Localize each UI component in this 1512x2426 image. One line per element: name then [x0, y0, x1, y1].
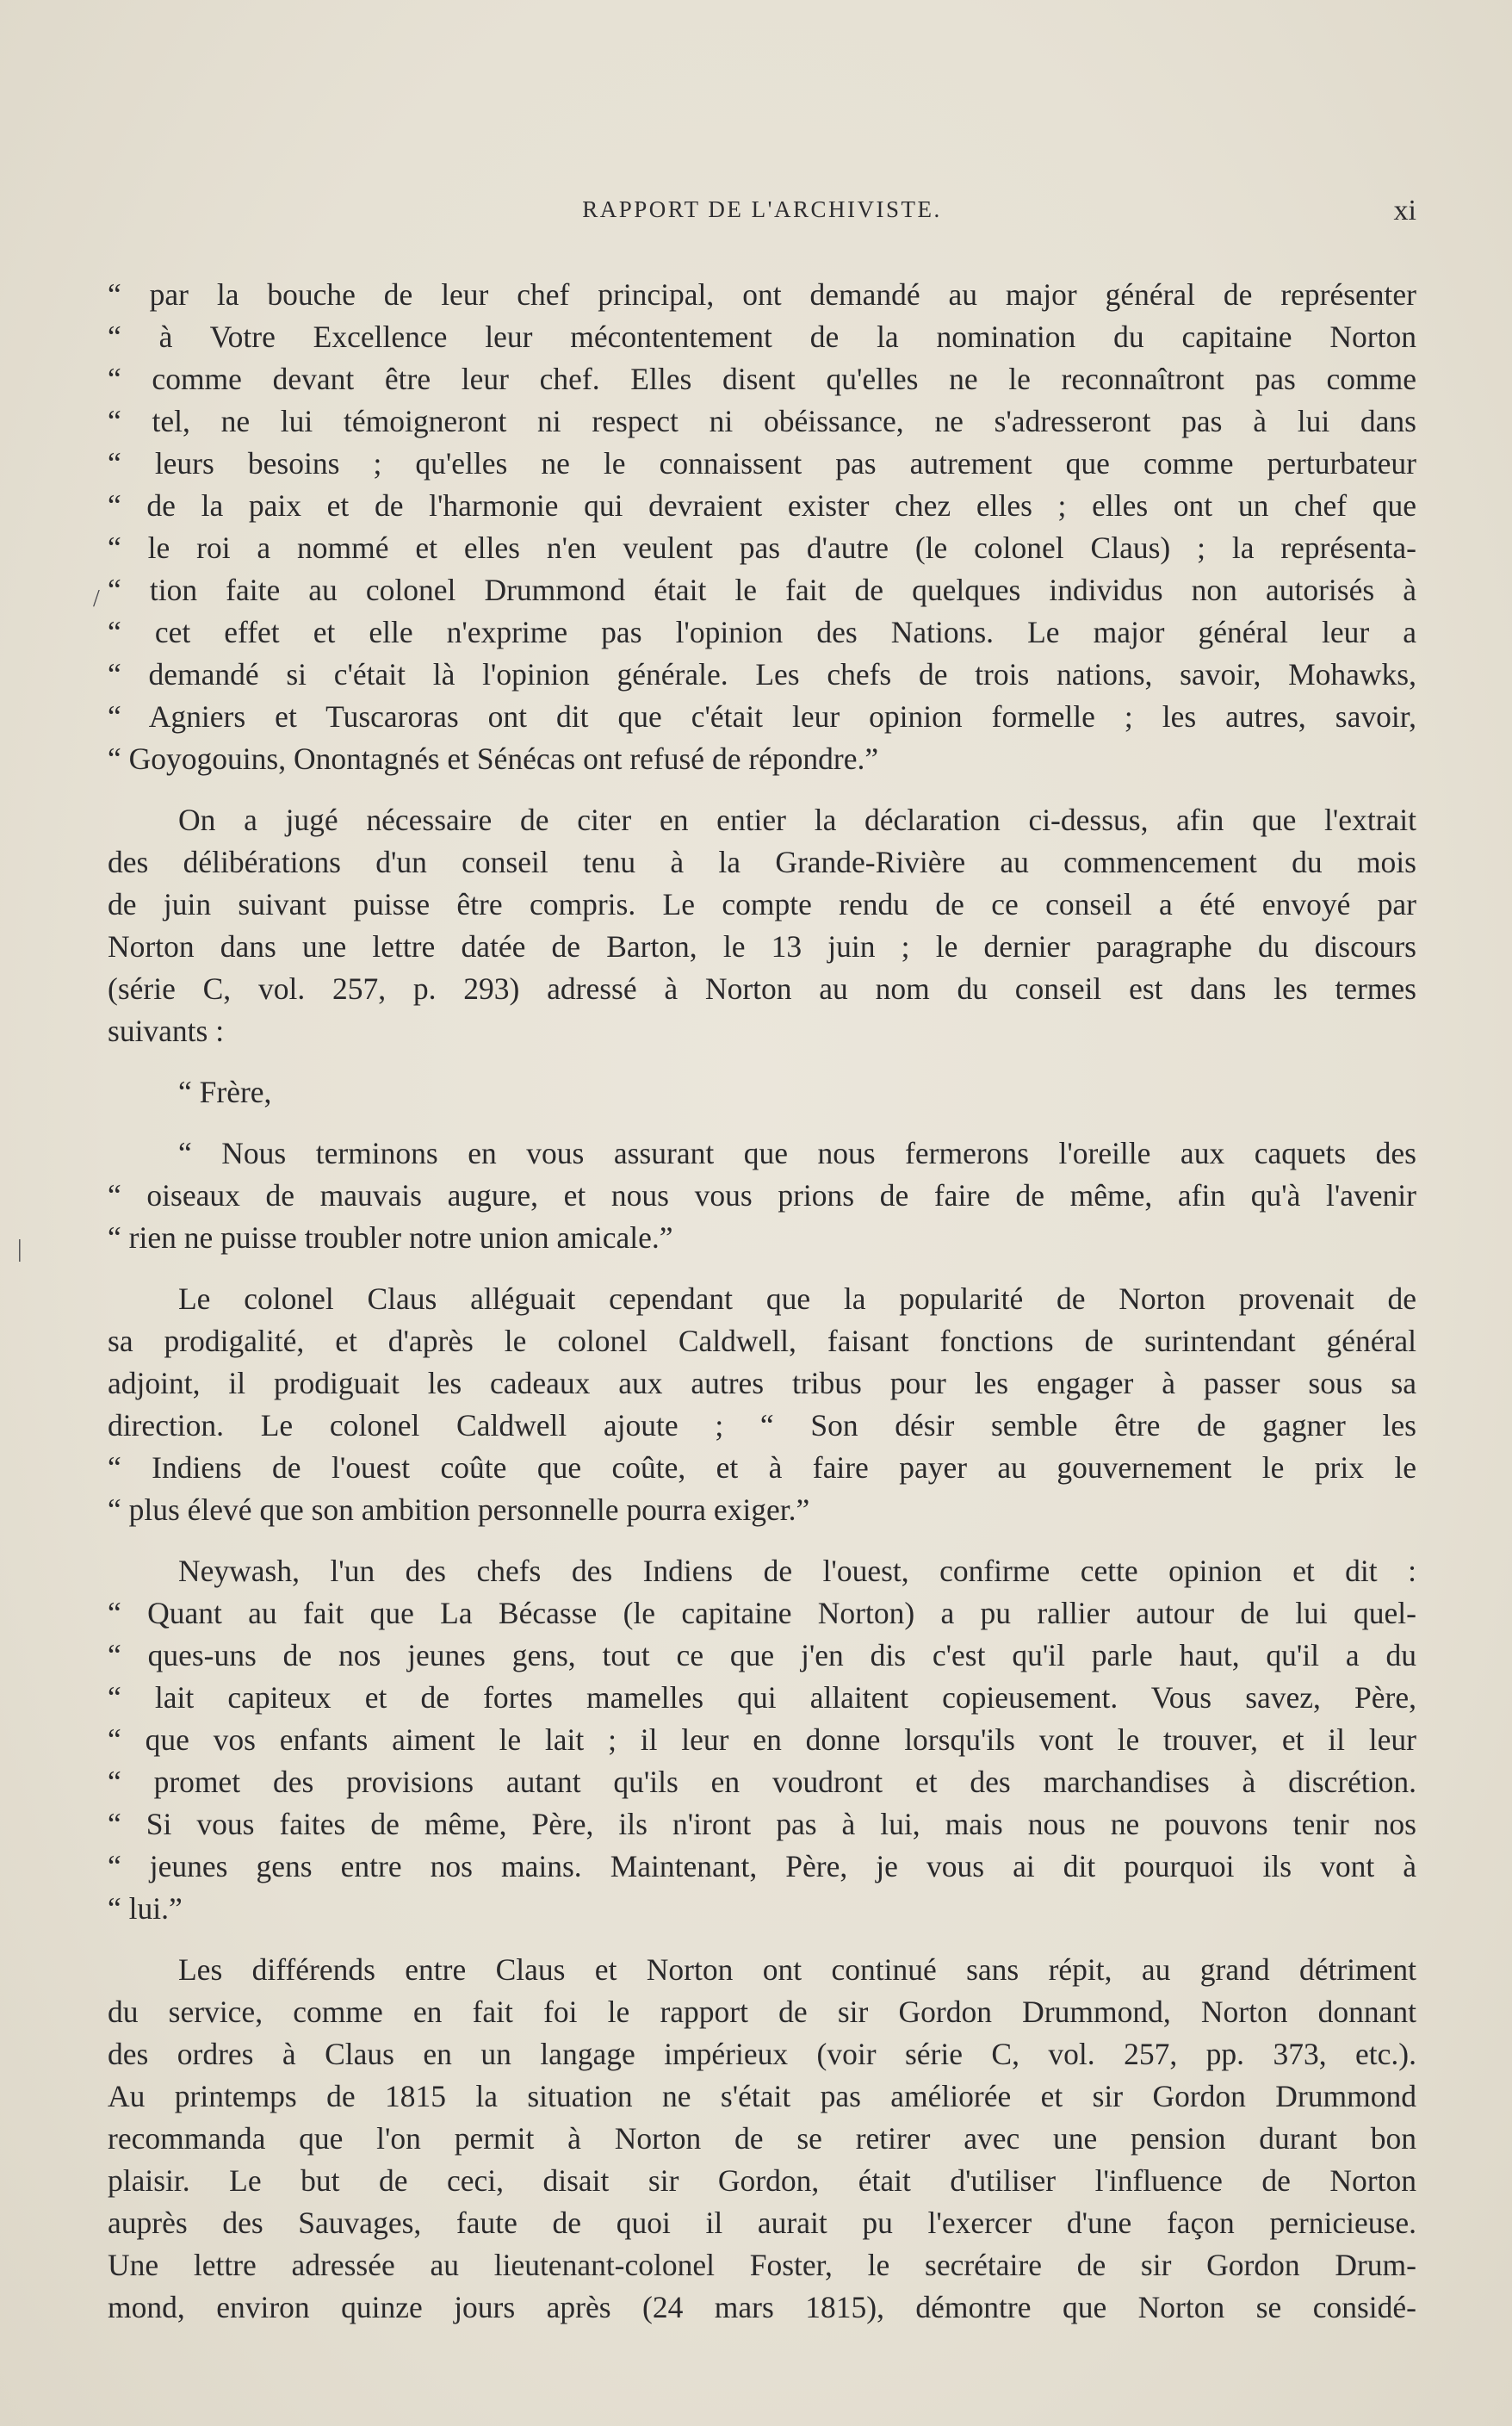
- paragraph: [108, 799, 1416, 1052]
- text-line: “ demandé si c'était là l'opinion générale. Les chefs de trois nations, savoir, Mohawks,: [108, 657, 1416, 692]
- page-number: xi: [1393, 195, 1416, 226]
- text-line: Une lettre adressée au lieutenant-colonel Foster, le secrétaire de sir Gordon Drum-: [108, 2248, 1416, 2282]
- text-line: auprès des Sauvages, faute de quoi il aurait pu l'exercer d'une façon pernicieuse.: [108, 2206, 1416, 2240]
- text-line: “ lait capiteux et de fortes mamelles qui allaitent copieusement. Vous savez, Père,: [108, 1680, 1416, 1715]
- text-line: mond, environ quinze jours après (24 mars 1815), démontre que Norton se considé-: [108, 2290, 1416, 2324]
- paragraph: [108, 1278, 1416, 1531]
- text-line: “ Indiens de l'ouest coûte que coûte, et à faire payer au gouvernement le prix le: [108, 1450, 1416, 1485]
- text-line: “ comme devant être leur chef. Elles disent qu'elles ne le reconnaîtront pas comme: [108, 362, 1416, 396]
- text-line: “ Frère,: [178, 1075, 272, 1109]
- text-line: “ à Votre Excellence leur mécontentement de la nomination du capitaine Norton: [108, 320, 1416, 354]
- text-line: Au printemps de 1815 la situation ne s'était pas améliorée et sir Gordon Drummond: [108, 2079, 1416, 2113]
- text-line: des ordres à Claus en un langage impérieux (voir série C, vol. 257, pp. 373, etc.).: [108, 2037, 1416, 2071]
- paragraph: [108, 1550, 1416, 1930]
- text-line: recommanda que l'on permit à Norton de se retirer avec une pension durant bon: [108, 2121, 1416, 2156]
- text-line: “ que vos enfants aiment le lait ; il leur en donne lorsqu'ils vont le trouver, et il leur: [108, 1722, 1416, 1757]
- body-text: [108, 274, 1416, 2329]
- text-line: “ cet effet et elle n'exprime pas l'opinion des Nations. Le major général leur a: [108, 615, 1416, 649]
- text-line: plaisir. Le but de ceci, disait sir Gordon, était d'utiliser l'influence de Norton: [108, 2163, 1416, 2198]
- paragraph: [108, 1132, 1416, 1259]
- text-line: “ Si vous faites de même, Père, ils n'iront pas à lui, mais nous ne pouvons tenir nos: [108, 1807, 1416, 1841]
- text-line: “ Goyogouins, Onontagnés et Sénécas ont refusé de répondre.”: [108, 741, 879, 776]
- text-line: “ de la paix et de l'harmonie qui devraient exister chez elles ; elles ont un chef que: [108, 488, 1416, 523]
- text-line: de juin suivant puisse être compris. Le compte rendu de ce conseil a été envoyé par: [108, 887, 1416, 921]
- running-header: [108, 196, 1416, 236]
- text-line: “ Quant au fait que La Bécasse (le capitaine Norton) a pu rallier autour de lui quel-: [108, 1596, 1416, 1630]
- text-line: suivants :: [108, 1014, 225, 1048]
- text-line: “ jeunes gens entre nos mains. Maintenant, Père, je vous ai dit pourquoi ils vont à: [108, 1849, 1416, 1883]
- text-line: “ plus élevé que son ambition personnelle pourra exiger.”: [108, 1492, 810, 1527]
- text-line: sa prodigalité, et d'après le colonel Caldwell, faisant fonctions de surintendant général: [108, 1324, 1416, 1358]
- text-line: du service, comme en fait foi le rapport de sir Gordon Drummond, Norton donnant: [108, 1995, 1416, 2029]
- margin-mark: /: [93, 586, 100, 612]
- text-line: des délibérations d'un conseil tenu à la Grande-Rivière au commencement du mois: [108, 845, 1416, 879]
- text-line: (série C, vol. 257, p. 293) adressé à Norton au nom du conseil est dans les termes: [108, 971, 1416, 1006]
- text-line: “ le roi a nommé et elles n'en veulent pas d'autre (le colonel Claus) ; la représenta-: [108, 530, 1416, 565]
- text-line: “ rien ne puisse troubler notre union amicale.”: [108, 1220, 673, 1255]
- text-line: “ promet des provisions autant qu'ils en voudront et des marchandises à discrétion.: [108, 1765, 1416, 1799]
- text-line: “ ques-uns de nos jeunes gens, tout ce que j'en dis c'est qu'il parle haut, qu'il a du: [108, 1638, 1416, 1672]
- text-line: “ Nous terminons en vous assurant que nous fermerons l'oreille aux caquets des: [178, 1136, 1416, 1170]
- text-line: “ tel, ne lui témoigneront ni respect ni obéissance, ne s'adresseront pas à lui dans: [108, 404, 1416, 438]
- text-line: On a jugé nécessaire de citer en entier la déclaration ci-dessus, afin que l'extrait: [178, 803, 1416, 837]
- text-line: “ oiseaux de mauvais augure, et nous vous prions de faire de même, afin qu'à l'avenir: [108, 1178, 1416, 1213]
- text-line: adjoint, il prodiguait les cadeaux aux autres tribus pour les engager à passer sous sa: [108, 1366, 1416, 1400]
- text-line: Norton dans une lettre datée de Barton, le 13 juin ; le dernier paragraphe du discours: [108, 929, 1416, 964]
- paragraph: [108, 274, 1416, 780]
- text-line: “ par la bouche de leur chef principal, ont demandé au major général de représenter: [108, 277, 1416, 312]
- text-line: Le colonel Claus alléguait cependant que la popularité de Norton provenait de: [178, 1281, 1416, 1316]
- text-line: “ Agniers et Tuscaroras ont dit que c'était leur opinion formelle ; les autres, savoir,: [108, 699, 1416, 734]
- running-title: RAPPORT DE L'ARCHIVISTE.: [582, 196, 942, 222]
- text-line: “ lui.”: [108, 1891, 183, 1926]
- text-line: “ tion faite au colonel Drummond était le fait de quelques individus non autorisés à: [108, 573, 1416, 607]
- text-line: Neywash, l'un des chefs des Indiens de l'ouest, confirme cette opinion et dit :: [178, 1554, 1416, 1588]
- text-line: direction. Le colonel Caldwell ajoute ; “ Son désir semble être de gagner les: [108, 1408, 1416, 1443]
- text-line: “ leurs besoins ; qu'elles ne le connaissent pas autrement que comme perturbateur: [108, 446, 1416, 481]
- margin-mark: |: [17, 1236, 22, 1263]
- paragraph: [108, 1949, 1416, 2329]
- text-line: Les différends entre Claus et Norton ont continué sans répit, au grand détriment: [178, 1952, 1416, 1987]
- paragraph: [108, 1071, 1416, 1114]
